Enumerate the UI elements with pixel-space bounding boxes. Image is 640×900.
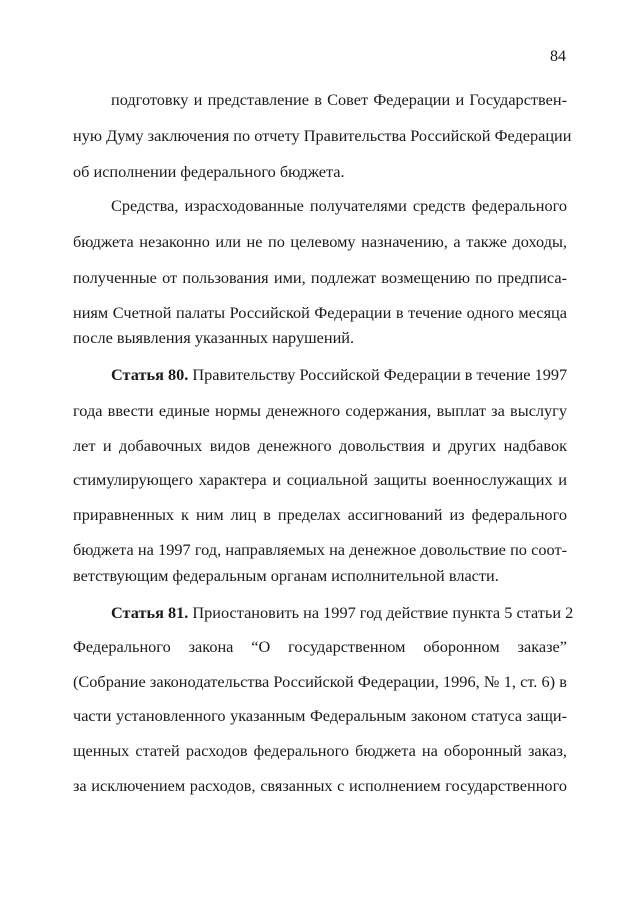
text-line: бюджета на 1997 год, направляемых на денежное довольствие по соот- (73, 540, 567, 559)
text-line: ниям Счетной палаты Российской Федерации в течение одного месяца (73, 303, 567, 322)
text-line: ную Думу заключения по отчету Правительства Российской Федерации (73, 126, 572, 145)
text-line: года ввести единые нормы денежного содержания, выплат за выслугу (73, 401, 567, 420)
text-line: об исполнении федерального бюджета. (73, 162, 345, 181)
article-81-line (111, 603, 574, 623)
article-80-line (111, 365, 567, 385)
page-number: 84 (550, 48, 566, 65)
text-span: Приостановить на 1997 год действие пункта 5 статьи 2 (188, 603, 574, 622)
text-span: Правительству Российской Федерации в течение 1997 (188, 365, 568, 384)
text-line: (Собрание законодательства Российской Федерации, 1996, № 1, ст. 6) в (73, 672, 567, 691)
text-line: лет и добавочных видов денежного довольствия и других надбавок (73, 436, 567, 455)
text-line: части установленного указанным Федеральным законом статуса защи- (73, 706, 567, 725)
text-line: щенных статей расходов федерального бюджета на оборонный заказ, (73, 741, 567, 760)
text-line: после выявления указанных нарушений. (73, 328, 355, 347)
article-81-heading: Статья 81. (111, 603, 189, 622)
text-line: Средства, израсходованные получателями средств федерального (111, 196, 567, 215)
text-line: ветствующим федеральным органам исполнительной власти. (73, 566, 499, 585)
text-line: подготовку и представление в Совет Федерации и Государствен- (111, 90, 567, 109)
text-line: за исключением расходов, связанных с исполнением государственного (73, 776, 567, 795)
article-80-heading: Статья 80. (111, 365, 189, 384)
text-line: полученные от пользования ими, подлежат возмещению по предписа- (73, 268, 567, 287)
text-line: бюджета незаконно или не по целевому назначению, а также доходы, (73, 232, 567, 251)
text-line: Федерального закона “О государственном оборонном заказе” (73, 637, 567, 656)
text-line: приравненных к ним лиц в пределах ассигнований из федерального (73, 505, 567, 524)
text-line: стимулирующего характера и социальной защиты военнослужащих и (73, 470, 567, 489)
